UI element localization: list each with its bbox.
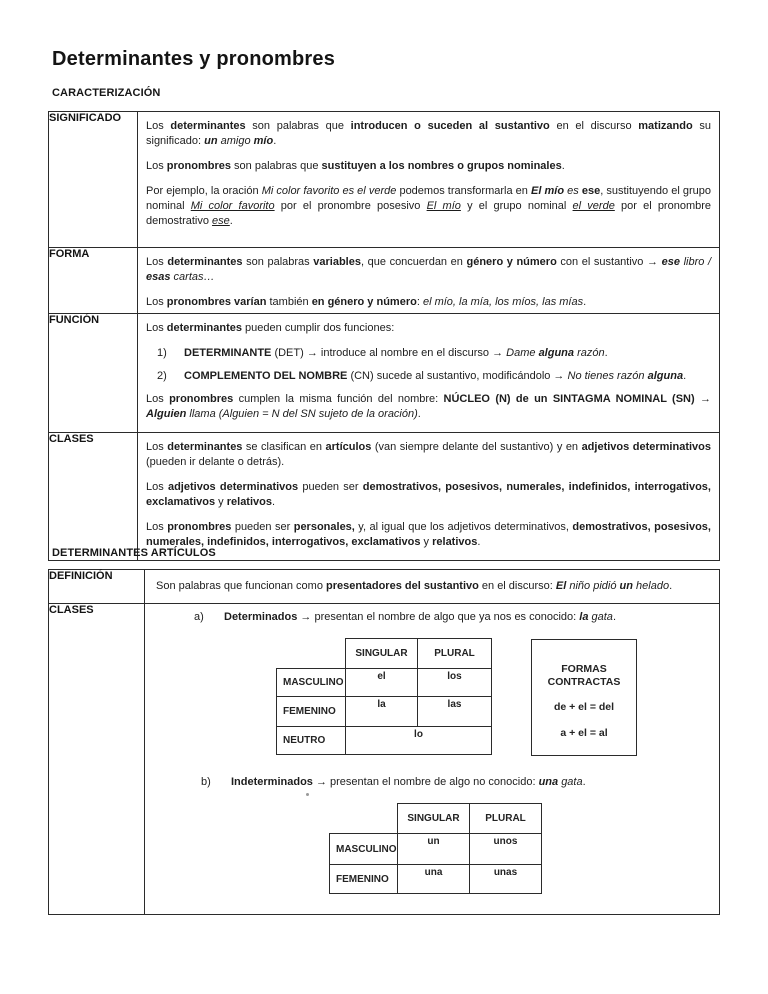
cell-value: un bbox=[398, 834, 470, 865]
row-label-significado: SIGNIFICADO bbox=[49, 112, 138, 248]
paragraph: Los determinantes son palabras variables, que concuerdan en género y número con el sustantivo → ese libro / esas cartas… bbox=[146, 256, 712, 283]
table-row-significado bbox=[49, 112, 720, 248]
cell-value: lo bbox=[346, 727, 492, 755]
scan-artifact-dot bbox=[306, 793, 309, 796]
determinados-table bbox=[276, 638, 492, 755]
blank-corner-cell bbox=[277, 639, 346, 669]
table-row bbox=[277, 669, 492, 697]
clases-articulos-content bbox=[145, 604, 719, 914]
list-item-a bbox=[194, 610, 734, 625]
indeterminados-table bbox=[329, 803, 542, 894]
paragraph: Los adjetivos determinativos pueden ser demostrativos, posesivos, numerales, indefinidos, interrogativos, exclamativos y relativos. bbox=[146, 481, 711, 508]
paragraph: Son palabras que funcionan como presentadores del sustantivo en el discurso: El niño pidió un helado. bbox=[156, 580, 673, 592]
table-row bbox=[330, 834, 542, 865]
item-text: Determinados → presentan el nombre de algo que ya nos es conocido: la gata. bbox=[224, 611, 616, 623]
row-header-masculino: MASCULINO bbox=[277, 669, 346, 697]
cell-value: las bbox=[418, 697, 492, 727]
paragraph: Los pronombres pueden ser personales, y, al igual que los adjetivos determinativos, demostrativos, posesivos, numerales, indefinidos, interrogativos, exclamativos y relativos. bbox=[146, 521, 711, 548]
column-header-plural: PLURAL bbox=[418, 639, 492, 669]
section-heading-articulos: DETERMINANTES ARTÍCULOS bbox=[52, 547, 216, 559]
column-header-plural: PLURAL bbox=[470, 804, 542, 834]
forma-content bbox=[138, 248, 719, 313]
caracterizacion-table bbox=[48, 111, 720, 561]
page-title: Determinantes y pronombres bbox=[52, 48, 336, 70]
cell-value: una bbox=[398, 865, 470, 894]
column-header-singular: SINGULAR bbox=[346, 639, 418, 669]
paragraph: Los determinantes se clasifican en artículos (van siempre delante del sustantivo) y en adjetivos determinativos (pueden ir delante o detrás). bbox=[146, 441, 711, 468]
blank-corner-cell bbox=[330, 804, 398, 834]
table-row-clases bbox=[49, 433, 720, 561]
table-row-funcion bbox=[49, 314, 720, 433]
table-row bbox=[277, 697, 492, 727]
item-text: DETERMINANTE (DET) → introduce al nombre en el discurso → Dame alguna razón. bbox=[184, 347, 608, 359]
funcion-content bbox=[138, 314, 719, 422]
paragraph: Los pronombres cumplen la misma función del nombre: NÚCLEO (N) de un SINTAGMA NOMINAL (SN) → Alguien llama (Alguien = N del SN sujeto de la oración). bbox=[146, 393, 711, 420]
item-letter: b) bbox=[201, 776, 211, 788]
formas-contractas-box bbox=[531, 639, 637, 756]
clases-content bbox=[138, 433, 719, 550]
cell-value: los bbox=[418, 669, 492, 697]
numbered-item-2 bbox=[146, 369, 711, 384]
column-header-singular: SINGULAR bbox=[398, 804, 470, 834]
table-row bbox=[277, 639, 492, 669]
item-text: Indeterminados → presentan el nombre de algo no conocido: una gata. bbox=[231, 776, 586, 788]
articulos-table bbox=[48, 569, 720, 915]
formas-contractas-line: de + el = del bbox=[553, 701, 615, 713]
table-row bbox=[330, 865, 542, 894]
row-label-clases: CLASES bbox=[49, 433, 138, 561]
paragraph: Los determinantes son palabras que introducen o suceden al sustantivo en el discurso matizando su significado: un amigo mío. bbox=[146, 120, 711, 147]
cell-value: el bbox=[346, 669, 418, 697]
row-label-forma: FORMA bbox=[49, 248, 138, 314]
item-number: 2) bbox=[157, 370, 167, 382]
table-row bbox=[277, 727, 492, 755]
cell-value: unas bbox=[470, 865, 542, 894]
row-header-masculino: MASCULINO bbox=[330, 834, 398, 865]
significado-content bbox=[138, 112, 719, 247]
list-item-b bbox=[201, 775, 741, 790]
item-number: 1) bbox=[157, 347, 167, 359]
formas-contractas-title: FORMAS CONTRACTAS bbox=[547, 663, 621, 688]
row-label-definicion: DEFINICIÓN bbox=[49, 570, 145, 604]
paragraph: Los pronombres son palabras que sustituyen a los nombres o grupos nominales. bbox=[146, 160, 565, 172]
item-text: COMPLEMENTO DEL NOMBRE (CN) sucede al sustantivo, modificándolo → No tienes razón alguna. bbox=[184, 370, 687, 382]
numbered-item-1 bbox=[146, 346, 711, 361]
cell-value: unos bbox=[470, 834, 542, 865]
table-row bbox=[330, 804, 542, 834]
definicion-content bbox=[145, 570, 719, 603]
section-heading-caracterizacion: CARACTERIZACIÓN bbox=[52, 87, 161, 99]
paragraph: Los determinantes pueden cumplir dos funciones: bbox=[146, 322, 395, 334]
row-header-femenino: FEMENINO bbox=[330, 865, 398, 894]
row-header-neutro: NEUTRO bbox=[277, 727, 346, 755]
formas-contractas-line: a + el = al bbox=[560, 727, 608, 739]
row-label-funcion: FUNCIÓN bbox=[49, 314, 138, 433]
row-label-clases-articulos: CLASES bbox=[49, 604, 145, 915]
paragraph: Por ejemplo, la oración Mi color favorito es el verde podemos transformarla en El mío es ese, sustituyendo el grupo nominal Mi color favorito por el pronombre posesivo El mío y el grupo nominal el verde por el pronombre demostrativo ese. bbox=[146, 185, 712, 227]
paragraph: Los pronombres varían también en género y número: el mío, la mía, los míos, las mías. bbox=[146, 296, 587, 308]
row-header-femenino: FEMENINO bbox=[277, 697, 346, 727]
cell-value: la bbox=[346, 697, 418, 727]
item-letter: a) bbox=[194, 611, 204, 623]
table-row-forma bbox=[49, 248, 720, 314]
table-row-definicion bbox=[49, 570, 720, 604]
table-row-clases-articulos bbox=[49, 604, 720, 915]
